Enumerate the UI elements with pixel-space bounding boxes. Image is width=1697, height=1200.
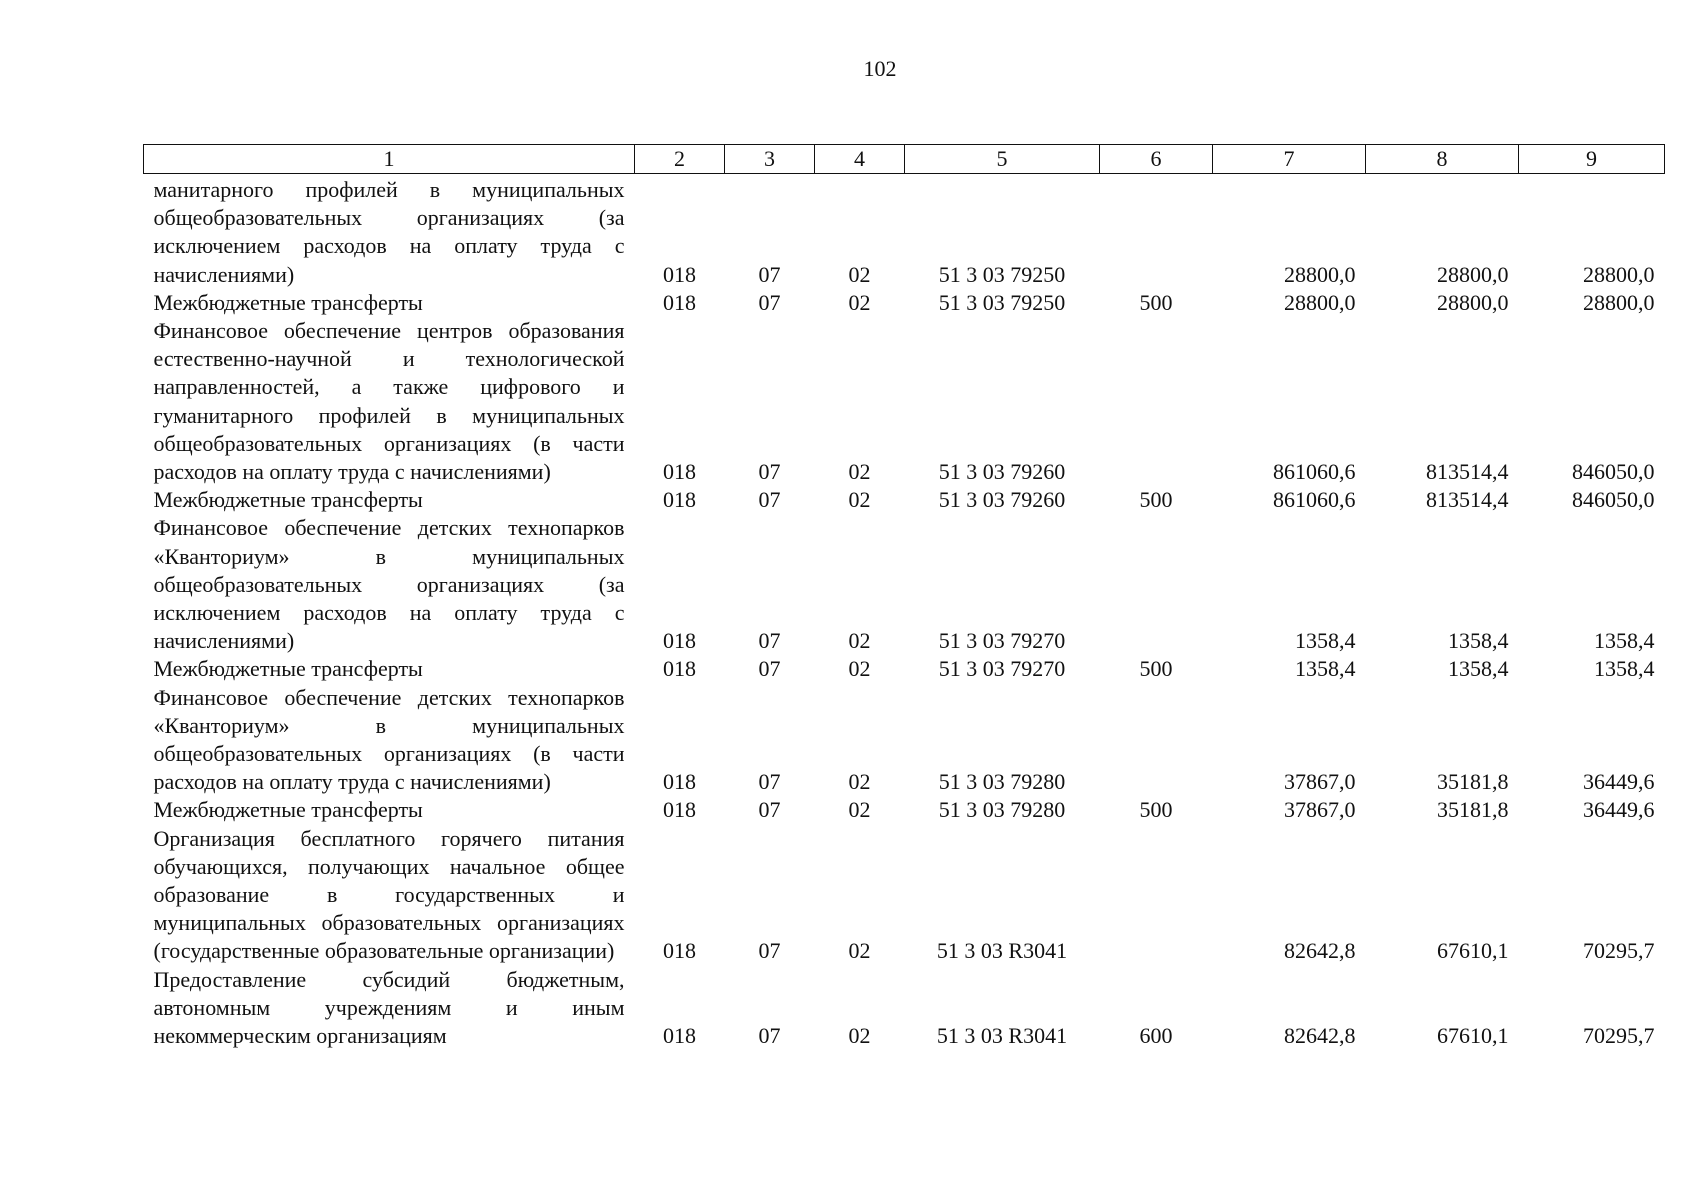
row-description: Межбюджетные трансферты (153, 289, 423, 315)
subsection-code: 02 (848, 628, 871, 654)
amount-col-8: 1358,4 (1448, 628, 1509, 654)
table-row (144, 655, 1665, 683)
target-article-code: 51 3 03 R3041 (936, 1023, 1068, 1049)
header-col-2: 2 (635, 145, 725, 174)
amount-col-9: 36449,6 (1583, 797, 1655, 823)
expense-type-code: 600 (1139, 1023, 1173, 1049)
row-description: Организация бесплатного горячего питания обучающихся, получающих начальное общее образование в государственных и муниципальных образовательных организациях (государственные образовательные организации) (153, 825, 625, 964)
amount-col-9: 1358,4 (1594, 628, 1655, 654)
expense-type-code: 500 (1139, 487, 1173, 513)
amount-col-7: 861060,6 (1273, 487, 1356, 513)
table-row (144, 174, 1665, 289)
amount-col-8: 1358,4 (1448, 656, 1509, 682)
amount-col-9: 846050,0 (1572, 487, 1655, 513)
header-col-6: 6 (1100, 145, 1213, 174)
section-code: 07 (758, 938, 781, 964)
expense-type-code: 500 (1139, 656, 1173, 682)
section-code: 07 (758, 289, 781, 315)
ministry-code: 018 (663, 459, 696, 485)
expense-type-code (1100, 317, 1213, 486)
table-row (144, 684, 1665, 797)
section-code: 07 (758, 487, 781, 513)
table-row (144, 514, 1665, 655)
row-description: манитарного профилей в муниципальных общеобразовательных организациях (за исключением расходов на оплату труда с начислениями) (153, 177, 625, 287)
table-body (144, 174, 1665, 1051)
row-description: Финансовое обеспечение центров образования естественно-научной и технологической направленностей, а также цифрового и гуманитарного профилей в муниципальных общеобразовательных организациях (в части расходов на оплату труда с начислениями) (153, 318, 625, 485)
expense-type-code (1100, 825, 1213, 966)
subsection-code: 02 (848, 769, 871, 795)
row-description: Финансовое обеспечение детских технопарков «Кванториум» в муниципальных общеобразовательных организациях (за исключением расходов на оплату труда с начислениями) (153, 515, 625, 654)
section-code: 07 (758, 769, 781, 795)
row-description: Межбюджетные трансферты (153, 487, 423, 513)
ministry-code: 018 (663, 769, 696, 795)
amount-col-7: 1358,4 (1295, 656, 1356, 682)
amount-col-7: 861060,6 (1273, 459, 1356, 485)
amount-col-9: 846050,0 (1572, 459, 1655, 485)
target-article-code: 51 3 03 R3041 (936, 938, 1068, 964)
table-row (144, 486, 1665, 514)
section-code: 07 (758, 628, 781, 654)
amount-col-8: 35181,8 (1437, 797, 1509, 823)
header-col-8: 8 (1366, 145, 1519, 174)
subsection-code: 02 (848, 656, 871, 682)
page-number: 102 (863, 56, 897, 81)
header-col-4: 4 (815, 145, 905, 174)
row-description: Межбюджетные трансферты (153, 656, 423, 682)
section-code: 07 (758, 797, 781, 823)
subsection-code: 02 (848, 261, 871, 287)
amount-col-8: 35181,8 (1437, 769, 1509, 795)
target-article-code: 51 3 03 79260 (938, 487, 1066, 513)
amount-col-9: 1358,4 (1594, 656, 1655, 682)
ministry-code: 018 (663, 261, 696, 287)
expense-type-code: 500 (1139, 289, 1173, 315)
target-article-code: 51 3 03 79270 (938, 656, 1066, 682)
ministry-code: 018 (663, 656, 696, 682)
amount-col-8: 28800,0 (1437, 289, 1509, 315)
header-col-3: 3 (725, 145, 815, 174)
ministry-code: 018 (663, 628, 696, 654)
amount-col-7: 1358,4 (1295, 628, 1356, 654)
subsection-code: 02 (848, 938, 871, 964)
amount-col-7: 82642,8 (1284, 1023, 1356, 1049)
row-description: Финансовое обеспечение детских технопарков «Кванториум» в муниципальных общеобразовательных организациях (в части расходов на оплату труда с начислениями) (153, 684, 625, 795)
expense-type-code (1100, 684, 1213, 797)
header-row (144, 145, 1665, 174)
header-col-7: 7 (1213, 145, 1366, 174)
table-row (144, 966, 1665, 1051)
amount-col-8: 67610,1 (1437, 938, 1509, 964)
amount-col-9: 28800,0 (1583, 289, 1655, 315)
table-header (144, 145, 1665, 174)
row-description: Предоставление субсидий бюджетным, автономным учреждениям и иным некоммерческим организациям (153, 966, 625, 1049)
section-code: 07 (758, 261, 781, 287)
subsection-code: 02 (848, 797, 871, 823)
subsection-code: 02 (848, 487, 871, 513)
amount-col-8: 813514,4 (1426, 459, 1509, 485)
amount-col-8: 28800,0 (1437, 261, 1509, 287)
target-article-code: 51 3 03 79250 (938, 289, 1066, 315)
target-article-code: 51 3 03 79270 (938, 628, 1066, 654)
amount-col-7: 28800,0 (1284, 261, 1356, 287)
expense-type-code (1100, 174, 1213, 289)
expense-type-code (1100, 514, 1213, 655)
target-article-code: 51 3 03 79260 (938, 459, 1066, 485)
ministry-code: 018 (663, 797, 696, 823)
target-article-code: 51 3 03 79280 (938, 769, 1066, 795)
amount-col-8: 67610,1 (1437, 1023, 1509, 1049)
amount-col-7: 28800,0 (1284, 289, 1356, 315)
ministry-code: 018 (663, 487, 696, 513)
table-row (144, 796, 1665, 824)
subsection-code: 02 (848, 1023, 871, 1049)
amount-col-9: 28800,0 (1583, 261, 1655, 287)
table-row (144, 317, 1665, 486)
ministry-code: 018 (663, 938, 696, 964)
table-row (144, 289, 1665, 317)
amount-col-9: 70295,7 (1583, 1023, 1655, 1049)
section-code: 07 (758, 656, 781, 682)
amount-col-9: 36449,6 (1583, 769, 1655, 795)
amount-col-7: 37867,0 (1284, 769, 1356, 795)
subsection-code: 02 (848, 289, 871, 315)
target-article-code: 51 3 03 79250 (938, 261, 1066, 287)
amount-col-7: 37867,0 (1284, 797, 1356, 823)
ministry-code: 018 (663, 289, 696, 315)
ministry-code: 018 (663, 1023, 696, 1049)
subsection-code: 02 (848, 459, 871, 485)
budget-table (143, 144, 1665, 1050)
section-code: 07 (758, 1023, 781, 1049)
expense-type-code: 500 (1139, 797, 1173, 823)
amount-col-7: 82642,8 (1284, 938, 1356, 964)
header-col-9: 9 (1519, 145, 1665, 174)
row-description: Межбюджетные трансферты (153, 797, 423, 823)
header-col-1: 1 (144, 145, 635, 174)
header-col-5: 5 (905, 145, 1100, 174)
target-article-code: 51 3 03 79280 (938, 797, 1066, 823)
amount-col-8: 813514,4 (1426, 487, 1509, 513)
amount-col-9: 70295,7 (1583, 938, 1655, 964)
table-row (144, 825, 1665, 966)
section-code: 07 (758, 459, 781, 485)
